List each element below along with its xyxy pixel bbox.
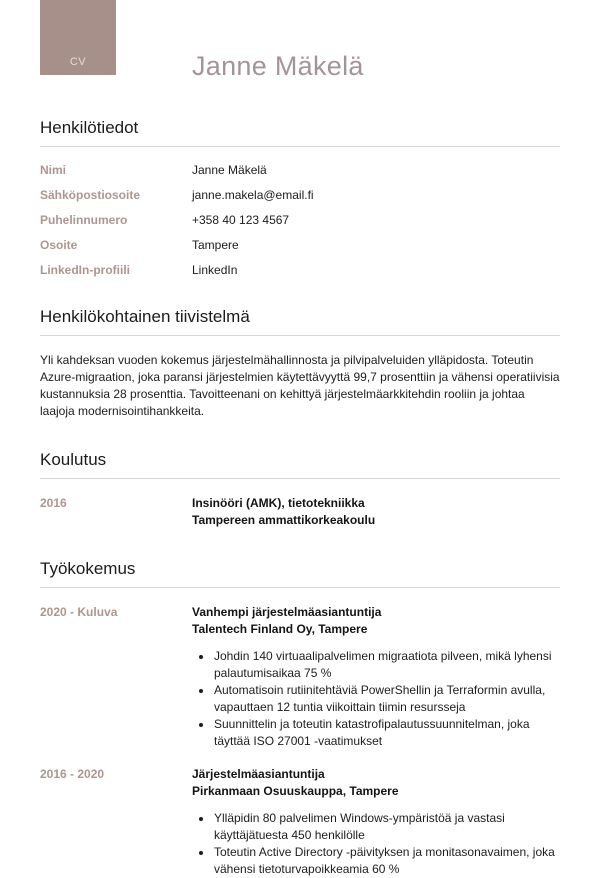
education-entry-body <box>192 495 560 529</box>
section-education <box>40 450 560 529</box>
cv-logo-badge <box>40 0 116 75</box>
experience-bullet: • Ylläpidin 80 palvelimen Windows-ympäristöä ja vastasi käyttäjätuesta 450 henkilölle <box>213 810 560 844</box>
section-summary <box>40 307 560 420</box>
section-title-summary: Henkilökohtainen tiivistelmä <box>40 307 250 326</box>
experience-bullet-list <box>192 648 560 750</box>
experience-bullet: • Suunnittelin ja toteutin katastrofipalautussuunnitelman, joka täyttää ISO 27001 -vaatimukset <box>213 716 560 750</box>
info-label-email: Sähköpostiosoite <box>40 188 141 202</box>
info-value-email[interactable]: janne.makela@email.fi <box>192 188 314 202</box>
info-label-address: Osoite <box>40 238 78 252</box>
section-divider <box>40 478 560 479</box>
section-title-personal-info: Henkilötiedot <box>40 118 139 137</box>
experience-entry <box>40 604 560 750</box>
experience-entry <box>40 766 560 878</box>
education-entry <box>40 495 560 529</box>
education-school: Tampereen ammattikorkeakoulu <box>192 513 376 527</box>
experience-employer: Talentech Finland Oy, Tampere <box>192 622 368 636</box>
experience-entry-body <box>192 766 560 878</box>
experience-bullet: • Toteutin Active Directory -päivityksen ja monitasonavaimen, joka vähensi tietoturvapoikkeamia 60 % <box>213 844 560 878</box>
education-degree: Insinööri (AMK), tietotekniikka <box>192 496 365 510</box>
info-value-address: Tampere <box>192 238 239 252</box>
summary-paragraph: Yli kahdeksan vuoden kokemus järjestelmähallinnosta ja pilvipalveluiden ylläpidosta. Toteutin Azure-migraation, joka paransi järjestelmien käytettävyyttä 99,7 prosenttiin ja vähensi operatiivisia kustannuksia 28 prosenttia. Tavoitteenani on kehittyä järjestelmäarkkitehdin rooliin ja johtaa laajoja modernisointihankkeita. <box>40 353 560 418</box>
experience-period: 2020 - Kuluva <box>40 605 118 619</box>
info-value-phone: +358 40 123 4567 <box>192 213 290 227</box>
experience-period: 2016 - 2020 <box>40 767 105 781</box>
experience-bullet: • Automatisoin rutiinitehtäviä PowerShellin ja Terraformin avulla, vapauttaen 12 tuntia viikoittain tiimin resursseja <box>213 682 560 716</box>
info-value-name: Janne Mäkelä <box>192 163 267 177</box>
page-title: Janne Mäkelä <box>192 51 364 81</box>
experience-entry-body <box>192 604 560 750</box>
info-label-linkedin: LinkedIn-profiili <box>40 263 130 277</box>
experience-bullet-list <box>192 810 560 878</box>
cv-logo-text: CV <box>69 56 87 68</box>
experience-role: Järjestelmäasiantuntija <box>192 767 325 781</box>
section-divider <box>40 587 560 588</box>
experience-employer: Pirkanmaan Osuuskauppa, Tampere <box>192 784 399 798</box>
experience-role: Vanhempi järjestelmäasiantuntija <box>192 605 382 619</box>
section-experience <box>40 559 560 878</box>
experience-bullet: • Johdin 140 virtuaalipalvelimen migraatiota pilveen, mikä lyhensi palautumisaikaa 75 % <box>213 648 560 682</box>
info-label-phone: Puhelinnumero <box>40 213 128 227</box>
personal-info-grid <box>40 163 560 277</box>
info-label-name: Nimi <box>40 163 67 177</box>
cv-content <box>0 118 600 878</box>
info-value-linkedin-link[interactable]: LinkedIn <box>192 263 238 277</box>
section-divider <box>40 335 560 336</box>
education-period: 2016 <box>40 496 67 510</box>
section-title-education: Koulutus <box>40 450 107 469</box>
section-title-experience: Työkokemus <box>40 559 136 578</box>
section-divider <box>40 146 560 147</box>
cv-header <box>0 0 600 92</box>
section-personal-info <box>40 118 560 277</box>
